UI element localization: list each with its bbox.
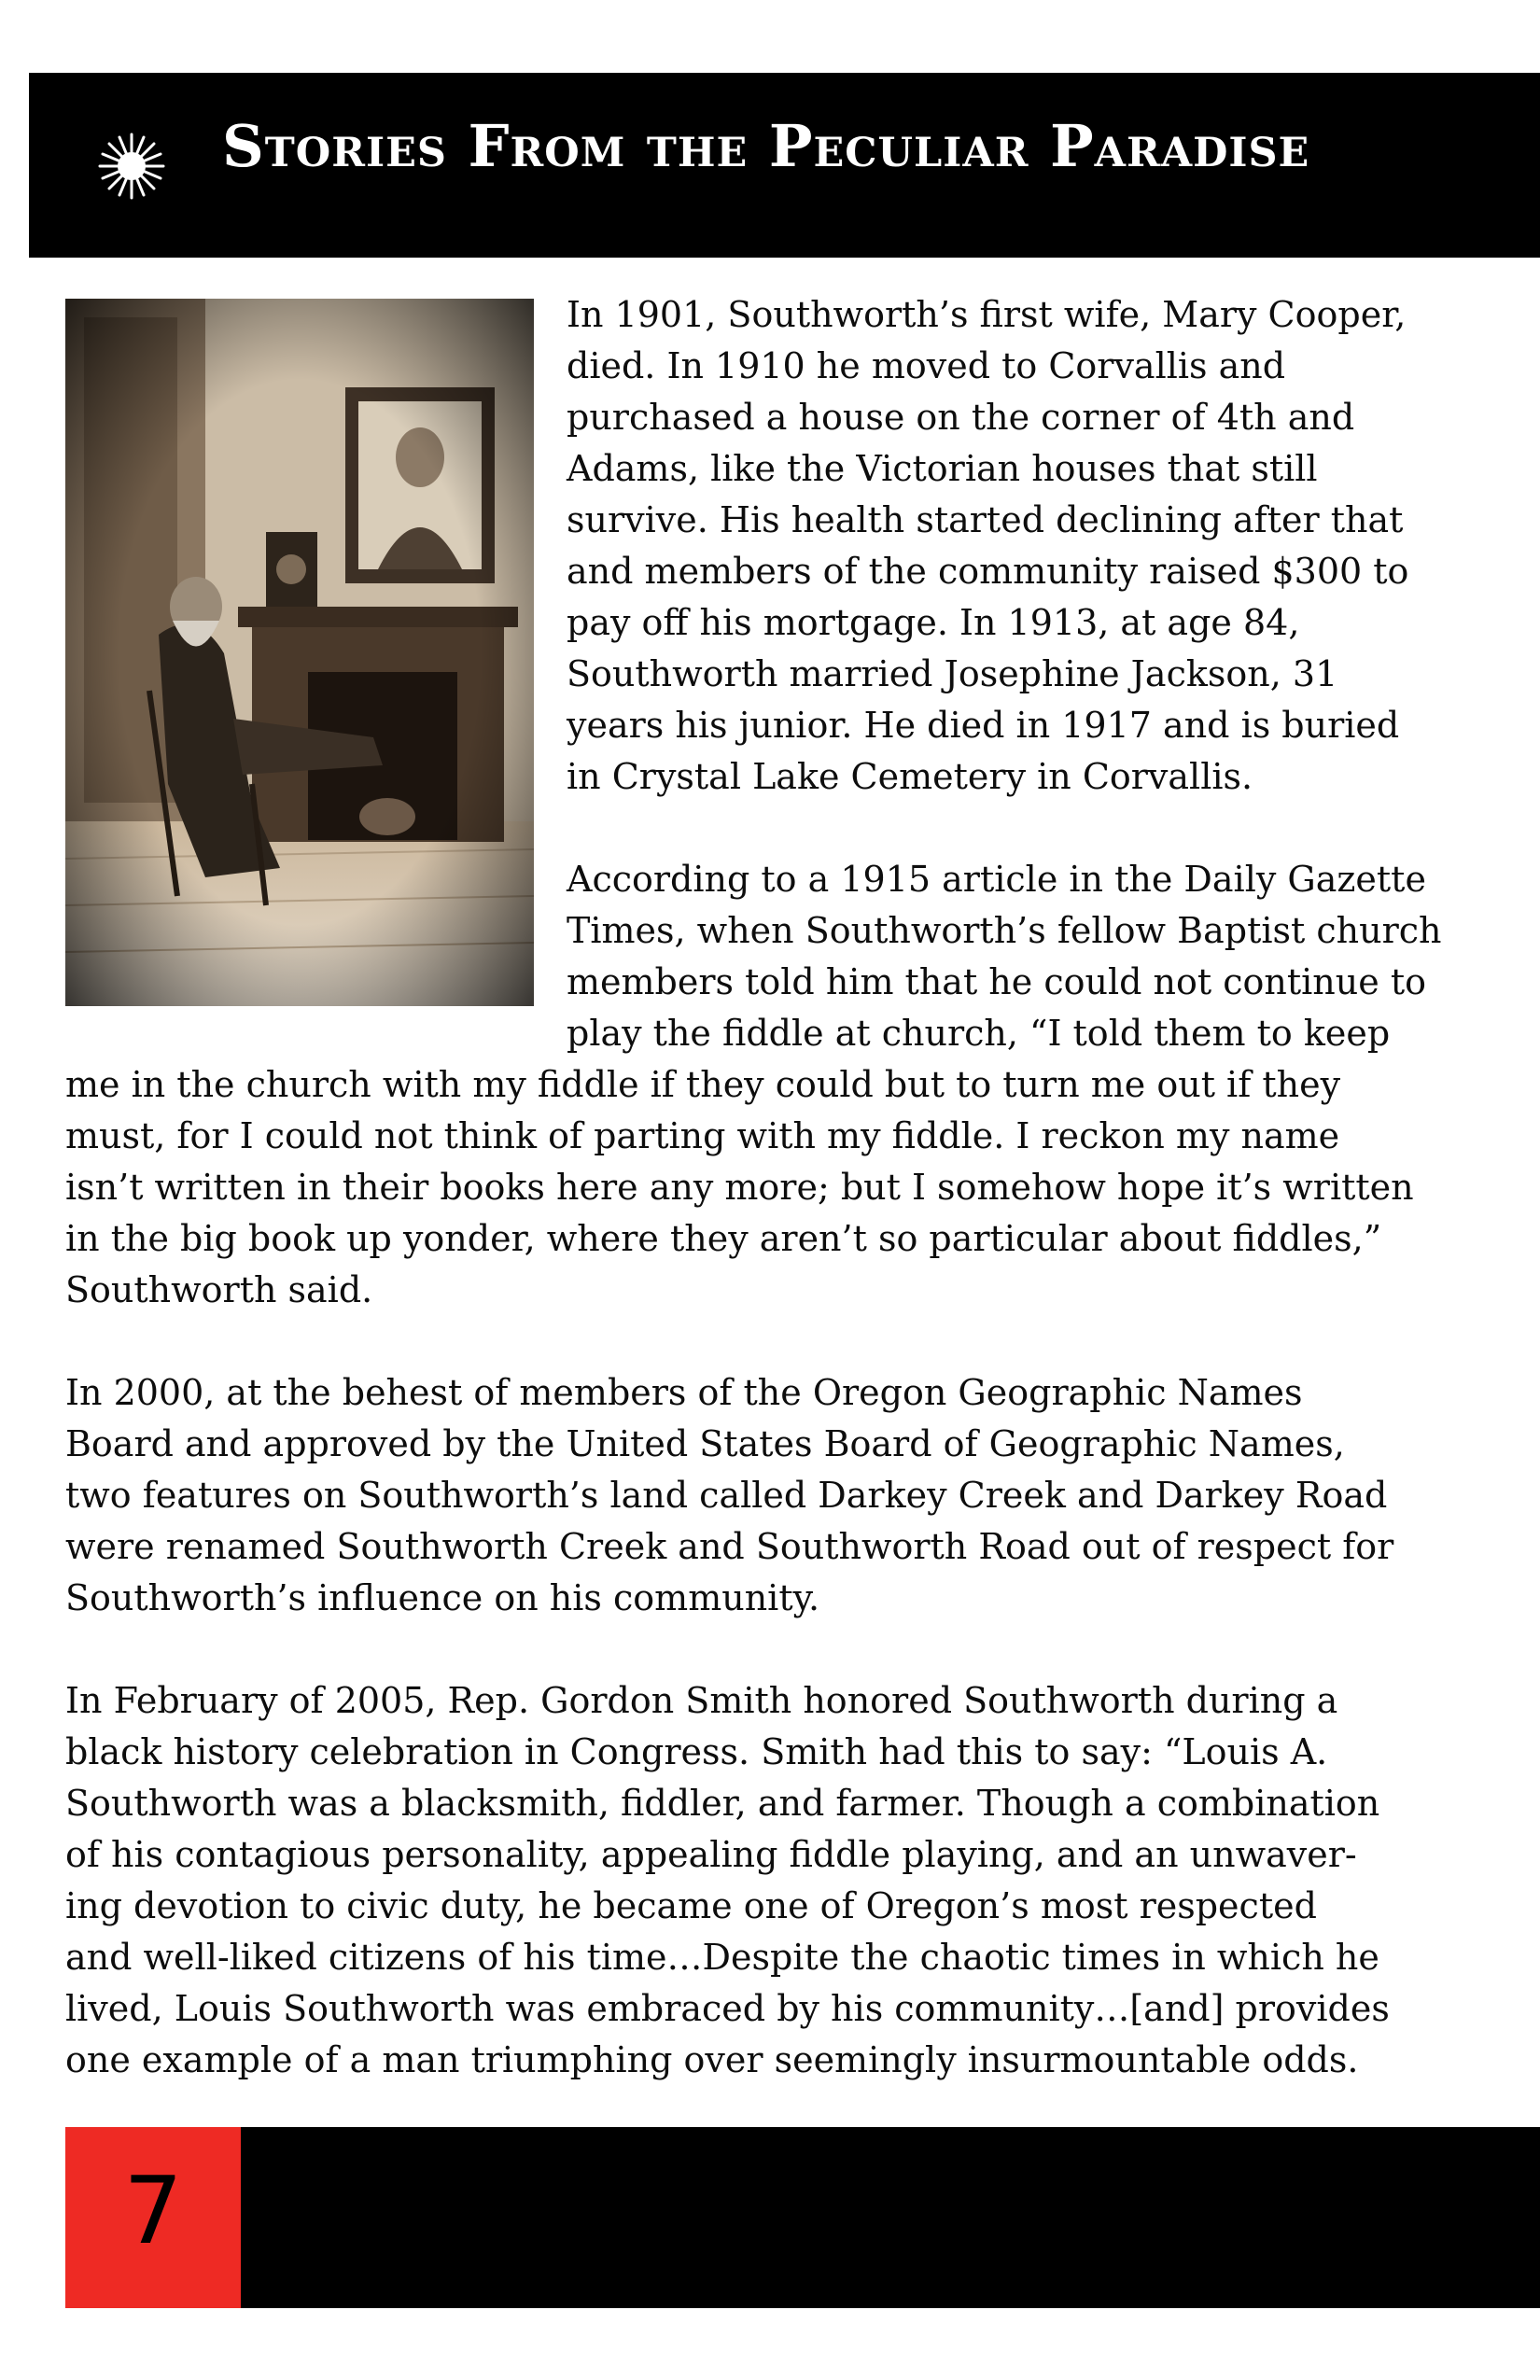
- text-line: pay off his mortgage. In 1913, at age 84,: [567, 602, 1300, 643]
- text-line: of his contagious personality, appealing fiddle playing, and an unwaver-: [65, 1834, 1357, 1875]
- article-body: [65, 289, 1503, 2086]
- text-line: Board and approved by the United States Board of Geographic Names,: [65, 1423, 1345, 1464]
- text-line: lived, Louis Southworth was embraced by his community…[and] provides: [65, 1988, 1390, 2029]
- sunburst-icon: [94, 129, 169, 203]
- page-footer: [65, 2127, 1540, 2308]
- text-line: play the fiddle at church, “I told them to keep: [567, 1013, 1391, 1054]
- text-line: and members of the community raised $300 to: [567, 551, 1409, 592]
- text-line: two features on Southworth’s land called Darkey Creek and Darkey Road: [65, 1475, 1388, 1516]
- paragraph-1: [65, 289, 1503, 803]
- page-header: [29, 73, 1540, 258]
- text-line: Southworth said.: [65, 1269, 373, 1310]
- paragraph-4: [65, 1675, 1503, 2086]
- text-line: survive. His health started declining after that: [567, 499, 1404, 540]
- text-line: must, for I could not think of parting with my fiddle. I reckon my name: [65, 1115, 1340, 1156]
- page-title: Stories From the Peculiar Paradise: [222, 112, 1310, 180]
- text-line: Times, when Southworth’s fellow Baptist church: [567, 910, 1442, 951]
- paragraph-3: [65, 1367, 1503, 1624]
- text-line: died. In 1910 he moved to Corvallis and: [567, 345, 1286, 386]
- text-line: In 1901, Southworth’s first wife, Mary Cooper,: [567, 294, 1407, 335]
- paragraph-2: [65, 854, 1503, 1316]
- text-line: ing devotion to civic duty, he became one of Oregon’s most respected: [65, 1885, 1317, 1926]
- page-number-box: [65, 2127, 241, 2308]
- text-line: Adams, like the Victorian houses that still: [567, 448, 1318, 489]
- text-line: members told him that he could not continue to: [567, 961, 1426, 1002]
- text-line: were renamed Southworth Creek and Southworth Road out of respect for: [65, 1526, 1394, 1567]
- text-line: purchased a house on the corner of 4th and: [567, 397, 1355, 438]
- text-line: Southworth’s influence on his community.: [65, 1577, 820, 1618]
- text-line: According to a 1915 article in the Daily Gazette: [567, 859, 1426, 900]
- text-line: Southworth was a blacksmith, fiddler, and farmer. Though a combination: [65, 1783, 1380, 1824]
- text-line: In February of 2005, Rep. Gordon Smith honored Southworth during a: [65, 1680, 1338, 1721]
- page-number: 7: [123, 2156, 183, 2265]
- text-line: in Crystal Lake Cemetery in Corvallis.: [567, 756, 1253, 797]
- text-line: In 2000, at the behest of members of the Oregon Geographic Names: [65, 1372, 1303, 1413]
- text-line: in the big book up yonder, where they aren’t so particular about fiddles,”: [65, 1218, 1382, 1259]
- text-line: one example of a man triumphing over seemingly insurmountable odds.: [65, 2039, 1359, 2080]
- text-line: Southworth married Josephine Jackson, 31: [567, 653, 1338, 694]
- text-line: years his junior. He died in 1917 and is buried: [567, 705, 1400, 746]
- text-line: black history celebration in Congress. Smith had this to say: “Louis A.: [65, 1731, 1328, 1772]
- text-line: and well-liked citizens of his time…Despite the chaotic times in which he: [65, 1937, 1379, 1978]
- text-line: me in the church with my fiddle if they could but to turn me out if they: [65, 1064, 1341, 1105]
- text-line: isn’t written in their books here any more; but I somehow hope it’s written: [65, 1167, 1414, 1208]
